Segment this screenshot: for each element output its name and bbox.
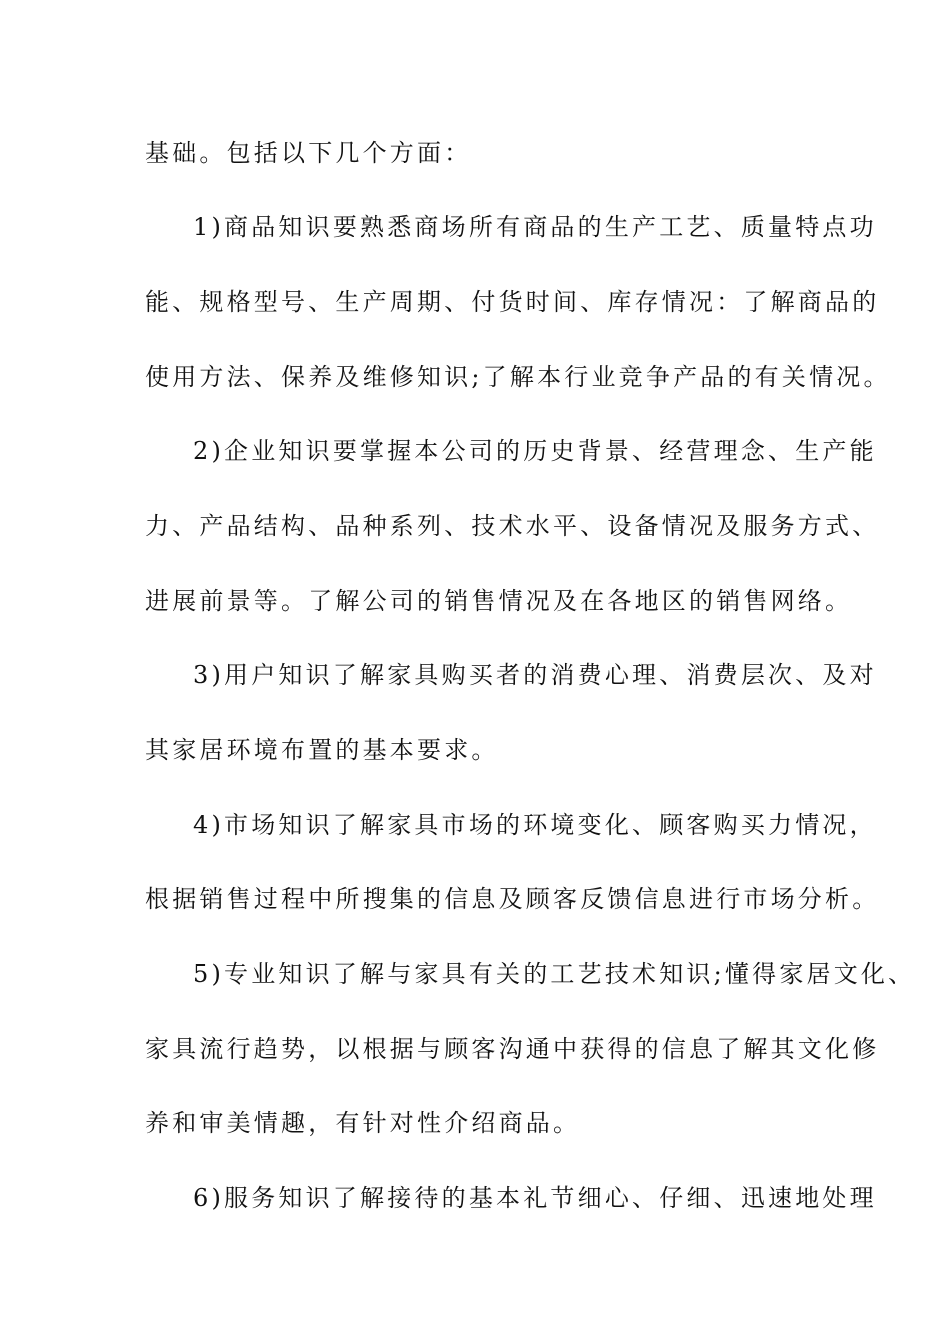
text-line-7: 进展前景等。了解公司的销售情况及在各地区的销售网络。 [145,587,853,615]
text-line-1: 基础。包括以下几个方面： [145,139,472,167]
text-line-2: 1)商品知识要熟悉商场所有商品的生产工艺、质量特点功 [193,213,877,241]
text-line-9: 其家居环境布置的基本要求。 [145,736,499,764]
text-line-6: 力、产品结构、品种系列、技术水平、设备情况及服务方式、 [145,512,880,540]
text-line-11: 根据销售过程中所搜集的信息及顾客反馈信息进行市场分析。 [145,885,880,913]
text-line-3: 能、规格型号、生产周期、付货时间、库存情况：了解商品的 [145,288,880,316]
text-line-15: 6)服务知识了解接待的基本礼节细心、仔细、迅速地处理 [193,1184,877,1212]
text-line-4: 使用方法、保养及维修知识;了解本行业竞争产品的有关情况。 [145,363,891,391]
text-line-10: 4)市场知识了解家具市场的环境变化、顾客购买力情况， [193,811,877,839]
text-line-8: 3)用户知识了解家具购买者的消费心理、消费层次、及对 [193,661,877,689]
text-line-5: 2)企业知识要掌握本公司的历史背景、经营理念、生产能 [193,437,877,465]
text-line-12: 5)专业知识了解与家具有关的工艺技术知识;懂得家居文化、 [193,960,916,988]
text-line-14: 养和审美情趣，有针对性介绍商品。 [145,1109,581,1137]
text-line-13: 家具流行趋势，以根据与顾客沟通中获得的信息了解其文化修 [145,1035,880,1063]
